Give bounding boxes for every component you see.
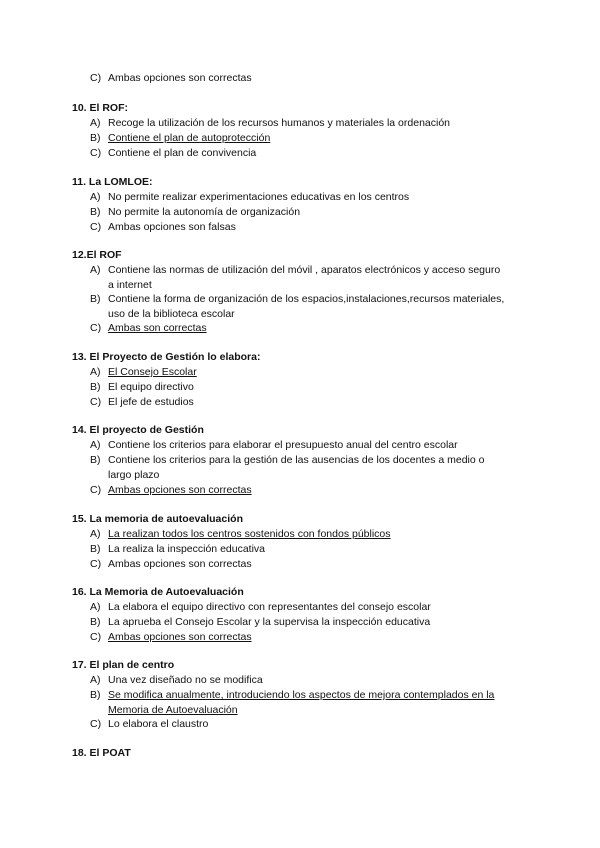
answer-text: Contiene el plan de convivencia	[108, 147, 257, 159]
answer-option: B) La aprueba el Consejo Escolar y la supervisa la inspección educativa	[90, 616, 431, 628]
answer-text-continued: a internet	[108, 279, 152, 291]
question-title: 14. El proyecto de Gestión	[72, 424, 204, 436]
answer-text: Contiene la forma de organización de los espacios,instalaciones,recursos materiales,	[108, 293, 505, 305]
answer-option: B) No permite la autonomía de organización	[90, 206, 301, 218]
answer-text-continued: uso de la biblioteca escolar	[108, 308, 235, 320]
answer-text: La aprueba el Consejo Escolar y la supervisa la inspección educativa	[108, 616, 431, 628]
answer-option-correct: A) El Consejo Escolar	[90, 366, 197, 378]
answer-option: C) Ambas opciones son falsas	[90, 221, 236, 233]
answer-text: Contiene las normas de utilización del móvil , aparatos electrónicos y acceso seguro	[108, 264, 501, 276]
answer-text: Contiene los criterios para la gestión de las ausencias de los docentes a medio o	[108, 454, 485, 466]
answer-text: Recoge la utilización de los recursos humanos y materiales la ordenación	[108, 117, 451, 129]
answer-option-correct: B) Se modifica anualmente, introduciendo los aspectos de mejora contemplados en la Memoria de Autoevaluación	[90, 688, 540, 718]
answer-text: El jefe de estudios	[108, 396, 194, 408]
question-title: 18. El POAT	[72, 747, 131, 759]
answer-text-underlined: El Consejo Escolar	[108, 366, 197, 378]
answer-option: A) No permite realizar experimentaciones educativas en los centros	[90, 191, 410, 203]
answer-text-underlined: Ambas opciones son correctas	[108, 631, 252, 643]
answer-option: C) El jefe de estudios	[90, 396, 194, 408]
answer-text-underlined: Contiene el plan de autoprotección	[108, 132, 271, 144]
answer-option-correct: B) Contiene el plan de autoprotección	[90, 132, 271, 144]
answer-text: Lo elabora el claustro	[108, 718, 209, 730]
answer-text-underlined: Se modifica anualmente, introduciendo los aspectos de mejora contemplados en la	[108, 689, 495, 701]
answer-option-correct: C) Ambas opciones son correctas	[90, 631, 252, 643]
answer-option: C) Ambas opciones son correctas	[90, 558, 252, 570]
answer-option-correct: A) La realizan todos los centros sostenidos con fondos públicos	[90, 528, 391, 540]
question-title: 10. El ROF:	[72, 102, 129, 114]
answer-option: B) La realiza la inspección educativa	[90, 543, 266, 555]
question-title: 17. El plan de centro	[72, 659, 175, 671]
answer-text-underlined: Ambas son correctas	[108, 322, 207, 334]
question-title: 15. La memoria de autoevaluación	[72, 513, 243, 525]
answer-text-continued: largo plazo	[108, 469, 160, 481]
answer-text: Contiene los criterios para elaborar el presupuesto anual del centro escolar	[108, 439, 458, 451]
answer-text: No permite la autonomía de organización	[108, 206, 301, 218]
answer-text: Ambas opciones son correctas	[108, 72, 252, 84]
answer-option: A) Una vez diseñado no se modifica	[90, 674, 263, 686]
answer-text: Ambas opciones son falsas	[108, 221, 236, 233]
answer-text: La realiza la inspección educativa	[108, 543, 266, 555]
question-title: 11. La LOMLOE:	[72, 176, 153, 188]
answer-text-underlined: Ambas opciones son correctas	[108, 484, 252, 496]
question-title: 12.El ROF	[72, 249, 122, 261]
question-title: 13. El Proyecto de Gestión lo elabora:	[72, 351, 261, 363]
answer-option: B) Contiene la forma de organización de los espacios,instalaciones,recursos materiales, uso de la biblioteca escolar	[90, 292, 540, 322]
question-title: 16. La Memoria de Autoevaluación	[72, 586, 244, 598]
answer-option: C) Lo elabora el claustro	[90, 718, 209, 730]
answer-option-correct: C) Ambas opciones son correctas	[90, 484, 252, 496]
answer-text-continued-underlined: Memoria de Autoevaluación	[108, 704, 238, 716]
answer-text: El equipo directivo	[108, 381, 194, 393]
answer-option: A) Contiene los criterios para elaborar el presupuesto anual del centro escolar	[90, 439, 458, 451]
answer-option: C) Contiene el plan de convivencia	[90, 147, 257, 159]
answer-text: No permite realizar experimentaciones educativas en los centros	[108, 191, 410, 203]
answer-option: B) El equipo directivo	[90, 381, 194, 393]
answer-option: A) Recoge la utilización de los recursos humanos y materiales la ordenación	[90, 117, 451, 129]
answer-option: B) Contiene los criterios para la gestión de las ausencias de los docentes a medio o largo plazo	[90, 453, 540, 483]
answer-text: Una vez diseñado no se modifica	[108, 674, 263, 686]
answer-option-correct: C) Ambas son correctas	[90, 322, 207, 334]
answer-option: C) Ambas opciones son correctas	[90, 72, 252, 84]
answer-option: A) Contiene las normas de utilización del móvil , aparatos electrónicos y acceso seguro a internet	[90, 263, 540, 293]
answer-text-underlined: La realizan todos los centros sostenidos con fondos públicos	[108, 528, 391, 540]
answer-option: A) La elabora el equipo directivo con representantes del consejo escolar	[90, 601, 431, 613]
answer-text: La elabora el equipo directivo con representantes del consejo escolar	[108, 601, 431, 613]
answer-text: Ambas opciones son correctas	[108, 558, 252, 570]
